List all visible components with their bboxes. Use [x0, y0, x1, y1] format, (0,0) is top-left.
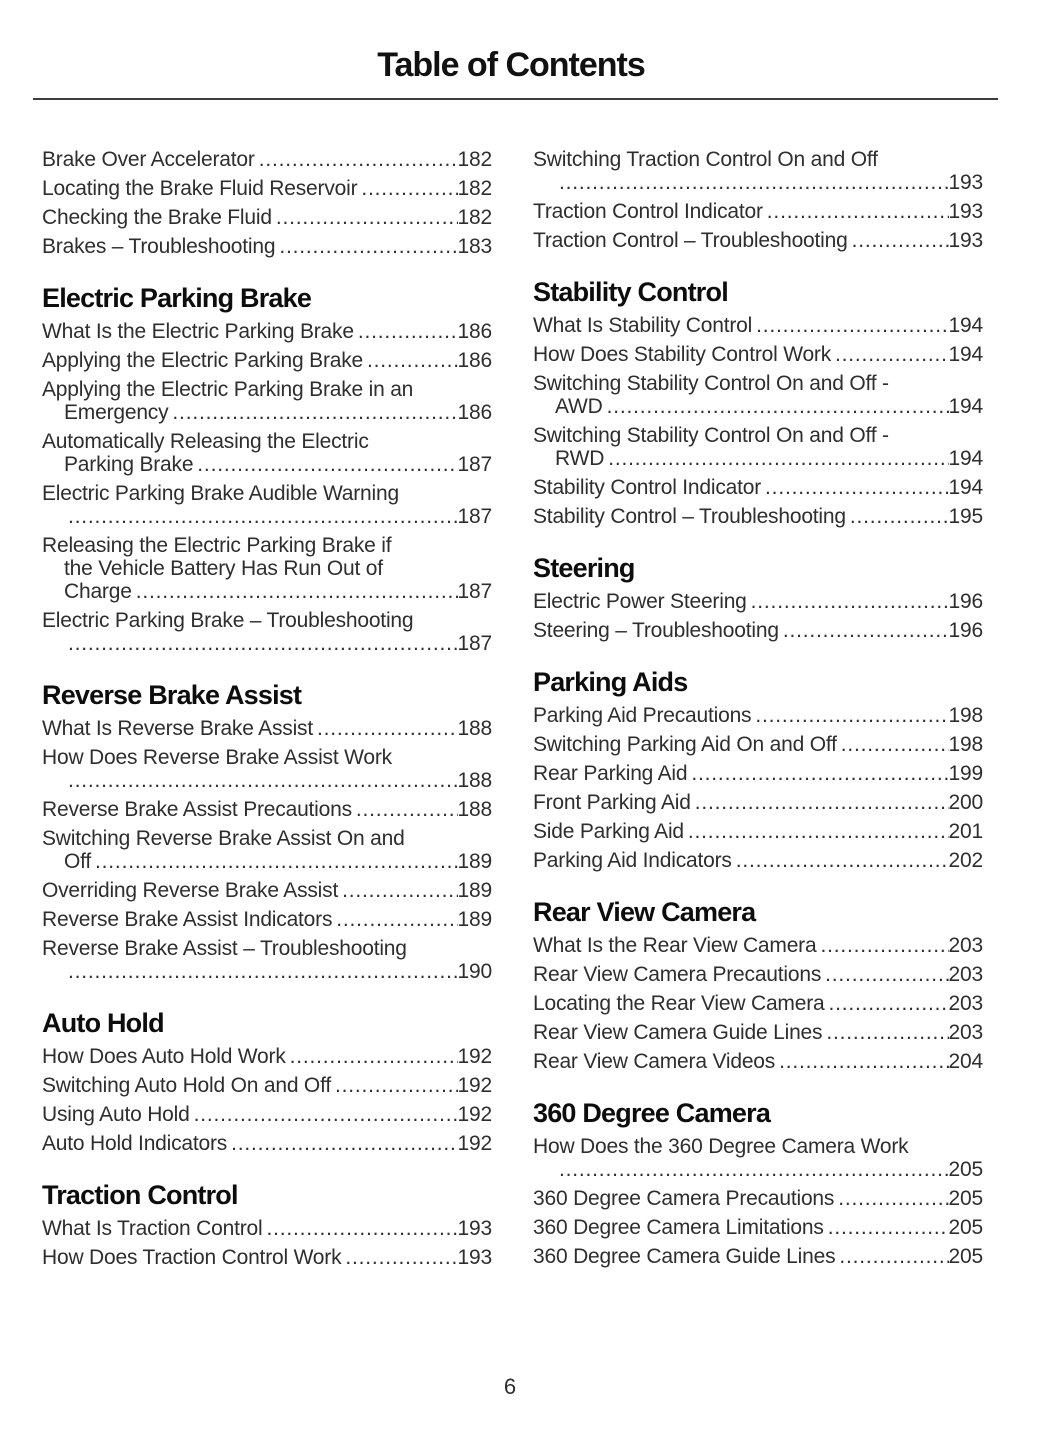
toc-entry-line	[533, 343, 983, 366]
toc-entry-line	[555, 395, 983, 418]
toc-entry-line	[533, 820, 983, 843]
toc-entry-line	[64, 453, 492, 476]
toc-entry	[42, 798, 492, 821]
toc-entry	[533, 1187, 983, 1210]
toc-entry	[533, 619, 983, 642]
toc-entry-title: Steering – Troubleshooting	[533, 619, 779, 642]
toc-entry-line	[533, 229, 983, 252]
toc-entry-title: Brake Over Accelerator	[42, 148, 255, 171]
dot-leader	[290, 1045, 458, 1068]
toc-entry-title: What Is Stability Control	[533, 314, 753, 337]
toc-entry-line	[42, 1132, 492, 1155]
toc-entry-line	[42, 798, 492, 821]
toc-entry	[42, 937, 492, 983]
toc-entry-page: 196	[948, 619, 983, 642]
dot-leader	[231, 1132, 457, 1155]
toc-entry-page: 189	[457, 908, 492, 931]
toc-entry-page: 200	[948, 791, 983, 814]
toc-entry	[42, 177, 492, 200]
toc-entry	[42, 717, 492, 740]
toc-entry-page: 193	[457, 1246, 492, 1269]
toc-entry-page: 183	[457, 235, 492, 258]
section-heading: Traction Control	[42, 1180, 238, 1210]
toc-entry-page: 198	[948, 704, 983, 727]
toc-entry-page: 204	[948, 1050, 983, 1073]
toc-entry	[533, 229, 983, 252]
toc-entry	[533, 1135, 983, 1181]
toc-entry-page: 194	[948, 395, 983, 418]
dot-leader	[751, 590, 949, 613]
toc-entry-line	[42, 349, 492, 372]
toc-entry	[533, 1245, 983, 1268]
toc-entry-title: Side Parking Aid	[533, 820, 684, 843]
dot-leader	[68, 769, 458, 792]
dot-leader	[136, 580, 458, 603]
toc-entry	[533, 1021, 983, 1044]
toc-entry-title: Reverse Brake Assist Precautions	[42, 798, 352, 821]
toc-entry-title-line: Switching Stability Control On and Off -	[533, 372, 889, 395]
toc-entry	[42, 827, 492, 873]
toc-entry-page: 193	[948, 229, 983, 252]
toc-entry-title: Rear View Camera Videos	[533, 1050, 776, 1073]
toc-entry-page: 203	[948, 1021, 983, 1044]
toc-entry-line	[64, 850, 492, 873]
toc-entry-title-line: Reverse Brake Assist – Troubleshooting	[42, 937, 407, 960]
toc-entry	[533, 148, 983, 194]
toc-entry	[42, 1132, 492, 1155]
toc-entry	[533, 424, 983, 470]
toc-entry	[533, 476, 983, 499]
toc-entry-title: Stability Control – Troubleshooting	[533, 505, 846, 528]
toc-entry-page: 187	[457, 505, 492, 528]
toc-entry-page: 195	[948, 505, 983, 528]
dot-leader	[820, 934, 948, 957]
toc-entry-page: 205	[948, 1187, 983, 1210]
dot-leader	[608, 447, 948, 470]
toc-entry-page: 187	[457, 453, 492, 476]
dot-leader	[356, 798, 458, 821]
dot-leader	[266, 1217, 457, 1240]
section-heading: Auto Hold	[42, 1008, 164, 1038]
dot-leader	[342, 879, 457, 902]
toc-entry-page: 194	[948, 447, 983, 470]
dot-leader	[559, 1158, 949, 1181]
toc-entry-line	[555, 171, 983, 194]
toc-entry	[42, 1103, 492, 1126]
toc-entry-title: How Does Auto Hold Work	[42, 1045, 286, 1068]
toc-entry-line	[42, 879, 492, 902]
toc-entry-page: 201	[948, 820, 983, 843]
dot-leader	[345, 1246, 457, 1269]
dot-leader	[779, 1050, 948, 1073]
toc-entry	[533, 704, 983, 727]
toc-entry-title: Parking Brake	[64, 453, 194, 476]
toc-entry-title: 360 Degree Camera Precautions	[533, 1187, 835, 1210]
toc-entry-title-line: Automatically Releasing the Electric	[42, 430, 369, 453]
toc-entry-title: How Does Stability Control Work	[533, 343, 832, 366]
toc-entry-title: Electric Power Steering	[533, 590, 747, 613]
toc-entry-line	[555, 447, 983, 470]
toc-entry-page: 187	[457, 580, 492, 603]
toc-entry-line	[42, 206, 492, 229]
section-heading: Stability Control	[533, 277, 728, 307]
toc-entry-line	[533, 733, 983, 756]
toc-entry-page: 198	[948, 733, 983, 756]
toc-entry	[533, 934, 983, 957]
dot-leader	[765, 476, 949, 499]
dot-leader	[767, 200, 949, 223]
toc-entry	[533, 314, 983, 337]
toc-entry-title-line: Switching Stability Control On and Off -	[533, 424, 889, 447]
dot-leader	[276, 206, 458, 229]
toc-entry-page: 194	[948, 343, 983, 366]
toc-entry	[533, 963, 983, 986]
page-number: 6	[503, 1374, 517, 1399]
toc-entry-line	[64, 401, 492, 424]
toc-entry-line	[42, 1217, 492, 1240]
dot-leader	[367, 349, 458, 372]
dot-leader	[850, 505, 949, 528]
dot-leader	[68, 632, 458, 655]
dot-leader	[259, 148, 458, 171]
dot-leader	[279, 235, 457, 258]
section-heading: Parking Aids	[533, 667, 688, 697]
toc-entry-page: 202	[948, 849, 983, 872]
toc-entry	[42, 1246, 492, 1269]
dot-leader	[825, 963, 948, 986]
toc-entry-page: 188	[457, 798, 492, 821]
toc-entry-title: RWD	[555, 447, 605, 470]
toc-entry-title: Switching Parking Aid On and Off	[533, 733, 837, 756]
toc-entry	[533, 849, 983, 872]
toc-entry-line	[42, 1074, 492, 1097]
toc-entry-page: 192	[457, 1045, 492, 1068]
toc-entry-line	[533, 791, 983, 814]
toc-entry-line	[42, 908, 492, 931]
toc-entry-title-line: the Vehicle Battery Has Run Out of	[64, 557, 383, 580]
toc-entry-title: How Does Traction Control Work	[42, 1246, 342, 1269]
toc-entry-line	[533, 619, 983, 642]
dot-leader	[317, 717, 458, 740]
toc-entry	[533, 505, 983, 528]
toc-entry-title: Locating the Rear View Camera	[533, 992, 825, 1015]
toc-entry-page: 182	[457, 206, 492, 229]
toc-column	[42, 148, 492, 1275]
toc-entry-title-line: Electric Parking Brake – Troubleshooting	[42, 609, 414, 632]
toc-entry-line	[42, 717, 492, 740]
toc-entry-page: 203	[948, 992, 983, 1015]
title-divider	[33, 98, 998, 100]
dot-leader	[68, 960, 458, 983]
toc-entry-title: Checking the Brake Fluid	[42, 206, 272, 229]
toc-entry-title: Charge	[64, 580, 132, 603]
toc-entry-line	[533, 1216, 983, 1239]
toc-entry	[42, 378, 492, 424]
dot-leader	[361, 177, 457, 200]
toc-entry-title: Rear View Camera Precautions	[533, 963, 822, 986]
section-heading: Electric Parking Brake	[42, 283, 312, 313]
dot-leader	[607, 395, 949, 418]
dot-leader	[695, 791, 949, 814]
toc-entry	[42, 320, 492, 343]
toc-entry-title: AWD	[555, 395, 603, 418]
toc-entry	[42, 1045, 492, 1068]
toc-entry-line	[64, 632, 492, 655]
toc-entry	[533, 343, 983, 366]
dot-leader	[835, 343, 949, 366]
toc-entry-line	[533, 476, 983, 499]
toc-entry-line	[64, 505, 492, 528]
toc-entry-line	[42, 1045, 492, 1068]
dot-leader	[95, 850, 458, 873]
toc-entry-page: 189	[457, 850, 492, 873]
toc-entry-title-line: How Does the 360 Degree Camera Work	[533, 1135, 909, 1158]
toc-entry-line	[533, 1187, 983, 1210]
toc-entry	[533, 372, 983, 418]
toc-entry-line	[64, 769, 492, 792]
section-heading: Steering	[533, 553, 635, 583]
toc-entry-page: 192	[457, 1132, 492, 1155]
toc-entry-page: 205	[948, 1245, 983, 1268]
dot-leader	[559, 171, 949, 194]
toc-entry	[42, 1074, 492, 1097]
toc-entry-title: Rear View Camera Guide Lines	[533, 1021, 823, 1044]
page-title: Table of Contents	[377, 46, 645, 84]
toc-entry-line	[42, 235, 492, 258]
dot-leader	[839, 1245, 948, 1268]
toc-entry	[42, 534, 492, 603]
toc-entry-title-line: Switching Reverse Brake Assist On and	[42, 827, 405, 850]
dot-leader	[336, 908, 457, 931]
toc-entry-title: Parking Aid Indicators	[533, 849, 732, 872]
toc-entry-line	[42, 1246, 492, 1269]
toc-entry	[533, 1216, 983, 1239]
toc-entry	[533, 992, 983, 1015]
dot-leader	[756, 314, 948, 337]
toc-entry-line	[533, 1050, 983, 1073]
toc-entry	[42, 1217, 492, 1240]
toc-columns	[42, 148, 1055, 1275]
section-heading: Rear View Camera	[533, 897, 756, 927]
toc-entry-line	[42, 1103, 492, 1126]
toc-entry-line	[533, 314, 983, 337]
toc-entry-title: Reverse Brake Assist Indicators	[42, 908, 333, 931]
toc-entry	[533, 791, 983, 814]
toc-entry	[533, 820, 983, 843]
toc-entry-line	[555, 1158, 983, 1181]
toc-entry-page: 205	[948, 1158, 983, 1181]
toc-entry-title-line: Releasing the Electric Parking Brake if	[42, 534, 392, 557]
toc-entry-title: Rear Parking Aid	[533, 762, 688, 785]
toc-entry-title: What Is the Rear View Camera	[533, 934, 817, 957]
toc-entry-title: Emergency	[64, 401, 169, 424]
toc-entry-line	[533, 762, 983, 785]
dot-leader	[783, 619, 949, 642]
toc-entry	[533, 762, 983, 785]
toc-entry-title: 360 Degree Camera Guide Lines	[533, 1245, 836, 1268]
toc-entry-title: Traction Control Indicator	[533, 200, 763, 223]
dot-leader	[736, 849, 949, 872]
toc-entry	[533, 590, 983, 613]
toc-entry-page: 186	[457, 320, 492, 343]
toc-entry-title-line: Switching Traction Control On and Off	[533, 148, 878, 171]
toc-entry-title: Locating the Brake Fluid Reservoir	[42, 177, 358, 200]
toc-entry-page: 192	[457, 1103, 492, 1126]
toc-entry-title-line: Electric Parking Brake Audible Warning	[42, 482, 399, 505]
toc-entry-line	[533, 934, 983, 957]
dot-leader	[828, 1216, 949, 1239]
toc-entry-line	[64, 580, 492, 603]
toc-entry-title: Using Auto Hold	[42, 1103, 190, 1126]
toc-entry-title: Switching Auto Hold On and Off	[42, 1074, 331, 1097]
dot-leader	[358, 320, 458, 343]
dot-leader	[691, 762, 948, 785]
toc-entry-title: Applying the Electric Parking Brake	[42, 349, 363, 372]
toc-entry-title: Overriding Reverse Brake Assist	[42, 879, 339, 902]
toc-entry-line	[533, 200, 983, 223]
toc-entry-title-line: How Does Reverse Brake Assist Work	[42, 746, 392, 769]
toc-entry-page: 192	[457, 1074, 492, 1097]
toc-entry	[42, 609, 492, 655]
toc-entry-page: 190	[457, 960, 492, 983]
toc-entry-page: 182	[457, 148, 492, 171]
dot-leader	[841, 733, 949, 756]
toc-entry-page: 193	[457, 1217, 492, 1240]
toc-entry	[42, 235, 492, 258]
dot-leader	[194, 1103, 458, 1126]
toc-entry-line	[533, 1245, 983, 1268]
toc-entry-title: Stability Control Indicator	[533, 476, 762, 499]
toc-entry-title: Traction Control – Troubleshooting	[533, 229, 848, 252]
toc-entry-line	[42, 320, 492, 343]
dot-leader	[755, 704, 948, 727]
toc-entry-page: 199	[948, 762, 983, 785]
dot-leader	[838, 1187, 948, 1210]
dot-leader	[197, 453, 457, 476]
toc-entry-title: Parking Aid Precautions	[533, 704, 752, 727]
toc-entry-line	[533, 963, 983, 986]
dot-leader	[828, 992, 948, 1015]
toc-entry	[42, 908, 492, 931]
toc-entry	[42, 349, 492, 372]
toc-entry-page: 188	[457, 769, 492, 792]
toc-entry-title: What Is Traction Control	[42, 1217, 263, 1240]
toc-entry-page: 194	[948, 476, 983, 499]
toc-entry-line	[64, 960, 492, 983]
dot-leader	[335, 1074, 458, 1097]
dot-leader	[826, 1021, 948, 1044]
toc-entry-page: 196	[948, 590, 983, 613]
toc-entry-page: 193	[948, 171, 983, 194]
toc-entry-title-line: Applying the Electric Parking Brake in an	[42, 378, 414, 401]
toc-entry	[42, 206, 492, 229]
toc-column	[533, 148, 983, 1275]
toc-entry-page: 203	[948, 963, 983, 986]
dot-leader	[688, 820, 949, 843]
toc-entry-title: Brakes – Troubleshooting	[42, 235, 276, 258]
toc-entry-page: 186	[457, 349, 492, 372]
toc-entry-page: 187	[457, 632, 492, 655]
toc-entry-line	[533, 1021, 983, 1044]
toc-entry	[42, 746, 492, 792]
toc-entry-title: What Is the Electric Parking Brake	[42, 320, 354, 343]
toc-entry-line	[533, 704, 983, 727]
toc-entry-title: Auto Hold Indicators	[42, 1132, 228, 1155]
toc-entry-page: 188	[457, 717, 492, 740]
toc-entry	[42, 148, 492, 171]
dot-leader	[172, 401, 457, 424]
toc-entry	[42, 430, 492, 476]
dot-leader	[852, 229, 949, 252]
toc-entry-line	[533, 590, 983, 613]
toc-entry	[533, 200, 983, 223]
toc-entry-page: 193	[948, 200, 983, 223]
toc-entry-title: Front Parking Aid	[533, 791, 691, 814]
toc-entry	[533, 733, 983, 756]
toc-entry-title: 360 Degree Camera Limitations	[533, 1216, 824, 1239]
toc-entry	[42, 879, 492, 902]
toc-entry-page: 182	[457, 177, 492, 200]
toc-entry-page: 203	[948, 934, 983, 957]
toc-entry-line	[533, 992, 983, 1015]
section-heading: 360 Degree Camera	[533, 1098, 771, 1128]
toc-entry-line	[533, 505, 983, 528]
toc-entry-page: 186	[457, 401, 492, 424]
dot-leader	[68, 505, 458, 528]
toc-entry-page: 194	[948, 314, 983, 337]
toc-entry-line	[42, 148, 492, 171]
toc-entry	[42, 482, 492, 528]
toc-entry-line	[42, 177, 492, 200]
section-heading: Reverse Brake Assist	[42, 680, 302, 710]
toc-entry-page: 189	[457, 879, 492, 902]
toc-entry-line	[533, 849, 983, 872]
toc-entry-title: What Is Reverse Brake Assist	[42, 717, 313, 740]
toc-entry-title: Off	[64, 850, 92, 873]
toc-entry	[533, 1050, 983, 1073]
toc-entry-page: 205	[948, 1216, 983, 1239]
